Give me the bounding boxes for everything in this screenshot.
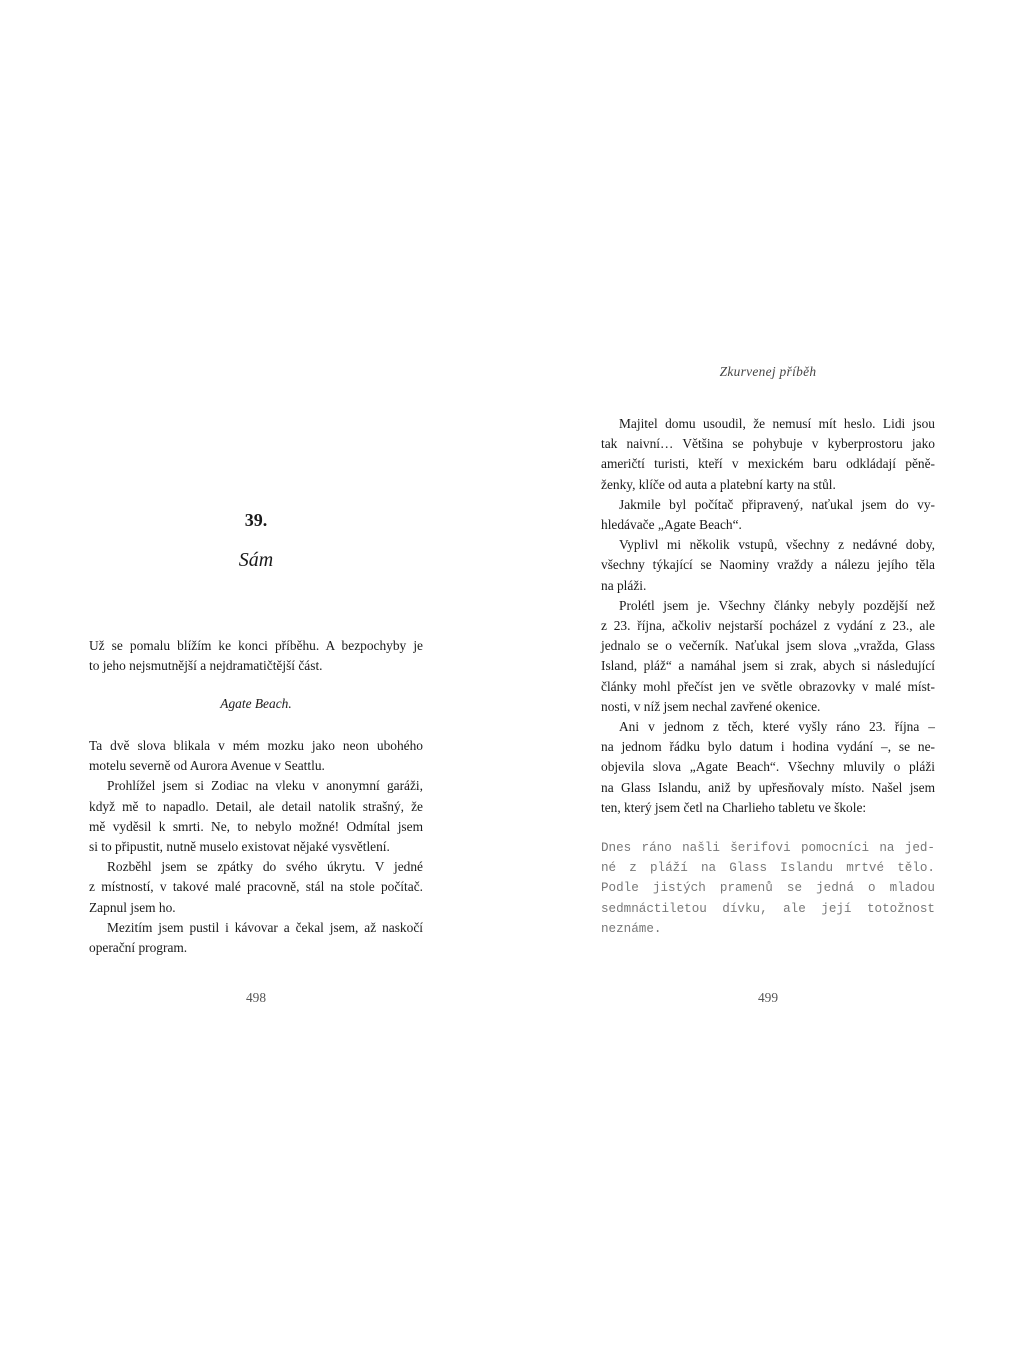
article-line: Dnes ráno našli šerifovi pomocníci na jed- — [601, 841, 935, 855]
text-line: na Glass Islandu, aniž by upřesňovaly místo. Našel jsem — [601, 779, 935, 795]
running-head: Zkurvenej příběh — [719, 364, 817, 379]
opening-paragraph — [89, 636, 423, 676]
page-number: 498 — [245, 990, 267, 1005]
text-line: ženky, klíče od auta a platební karty na stůl. — [601, 476, 836, 492]
text-line: jednalo se o večerník. Naťukal jsem slova „vražda, Glass — [601, 638, 935, 654]
text-line: z místností, v takové malé pracovně, stál na stole počítač. — [89, 879, 423, 895]
right-page — [512, 0, 1024, 1365]
text-line: objevila slova „Agate Beach“. Všechny mluvily o pláži — [601, 759, 935, 775]
text-line: když mě to napadlo. Detail, ale detail natolik strašný, že — [89, 798, 423, 814]
quoted-article — [601, 838, 935, 939]
text-line: na jednom řádku bylo datum i hodina vydání –, se ne- — [601, 739, 935, 755]
page-number: 499 — [757, 990, 779, 1005]
text-line: Ta dvě slova blikala v mém mozku jako neon ubohého — [89, 738, 423, 753]
text-line: tak naivní… Většina se pohybuje v kyberprostoru jako — [601, 436, 935, 452]
article-line: Podle jistých pramenů se jedná o mladou — [601, 881, 935, 896]
text-line: Vyplivl mi několik vstupů, všechny z nedávné doby, — [619, 537, 935, 553]
text-line: hledávače „Agate Beach“. — [601, 517, 742, 533]
text-line: si to připustit, nutně muselo existovat nějaké vysvětlení. — [89, 839, 390, 855]
text-line: mě vyděsil k smrti. Ne, to nebylo možné! Odmítal jsem — [89, 818, 423, 834]
text-line: všechny týkající se Naominy vraždy a nálezu jejího těla — [601, 557, 935, 573]
text-line: Ani v jednom z těch, které vyšly ráno 23. října – — [619, 719, 935, 735]
body-text-left — [89, 736, 423, 958]
section-break-phrase: Agate Beach. — [220, 696, 292, 711]
text-line: Rozběhl jsem se zpátky do svého úkrytu. V jedné — [107, 859, 423, 875]
text-line: Majitel domu usoudil, že nemusí mít heslo. Lidi jsou — [619, 416, 935, 431]
text-line: z 23. října, ačkoliv nejstarší pocházel z vydání z 23., ale — [601, 618, 935, 634]
chapter-number: 39. — [244, 510, 268, 530]
text-line: operační program. — [89, 940, 188, 956]
article-line: né z pláží na Glass Islandu mrtvé tělo. — [601, 861, 935, 876]
text-line: články mohl přečíst jen ve světle obrazovky v malé míst- — [601, 678, 935, 694]
text-line: Prolétl jsem je. Všechny články nebyly pozdější než — [619, 597, 935, 613]
text-line: Už se pomalu blížím ke konci příběhu. A bezpochyby je — [89, 638, 423, 653]
text-line: nosti, v níž jsem nechal zavřené okenice. — [601, 698, 821, 714]
text-line: motelu severně od Aurora Avenue v Seattlu. — [89, 758, 325, 774]
article-line: neznáme. — [601, 921, 662, 936]
body-text-right — [601, 414, 935, 818]
text-line: na pláži. — [601, 577, 647, 593]
text-line: ten, který jsem četl na Charlieho tabletu ve škole: — [601, 799, 867, 815]
text-line: Jakmile byl počítač připravený, naťukal jsem do vy- — [619, 496, 935, 512]
article-line: sedmnáctiletou dívku, ale její totožnost — [601, 901, 935, 916]
text-line: to jeho nejsmutnější a nejdramatičtější část. — [89, 658, 323, 674]
text-line: Prohlížel jsem si Zodiac na vleku v anonymní garáži, — [107, 778, 423, 794]
text-line: Mezitím jsem pustil i kávovar a čekal jsem, až naskočí — [107, 919, 423, 935]
text-line: Island, pláž“ a namáhal jsem si zrak, abych si následující — [601, 658, 935, 674]
chapter-title: Sám — [238, 549, 274, 571]
text-line: američtí turisti, kteří v mexickém baru odkládají pěně- — [601, 456, 935, 472]
text-line: Zapnul jsem ho. — [89, 899, 176, 915]
